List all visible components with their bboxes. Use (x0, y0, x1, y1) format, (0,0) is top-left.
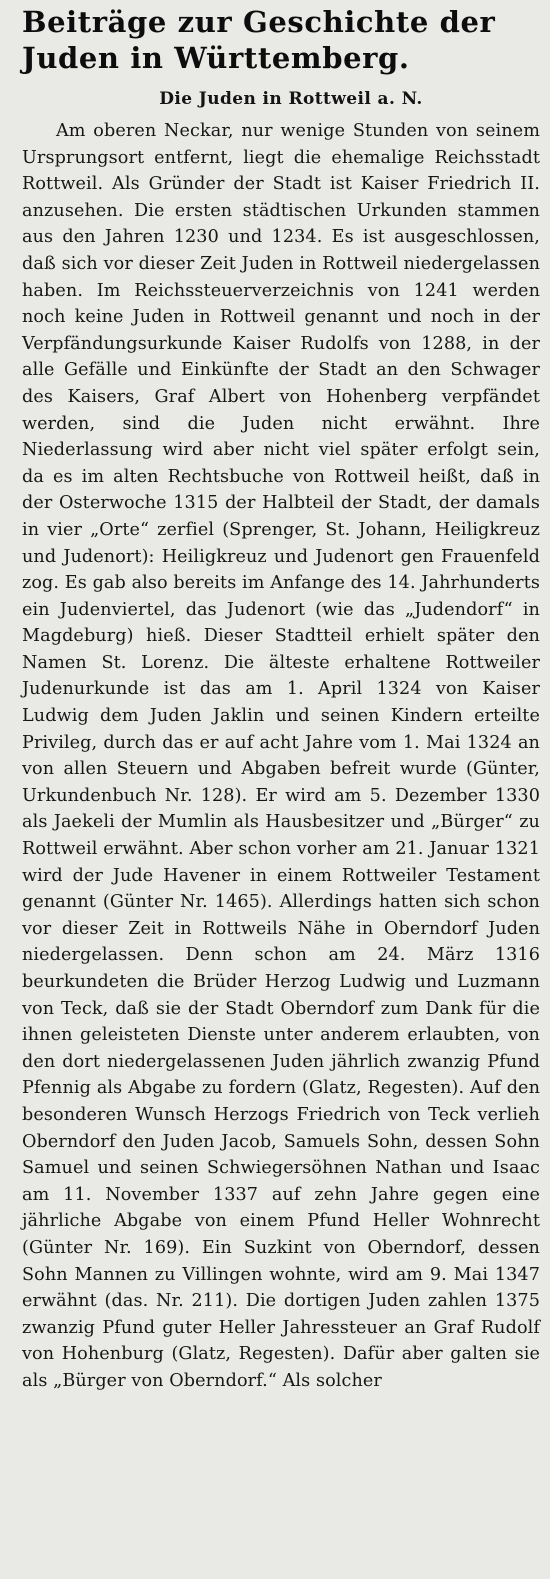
article-body: Am oberen Neckar, nur wenige Stunden von seinem Ursprungsort entfernt, liegt die ehemalige Reichsstadt Rottweil. Als Gründer der Stadt ist Kaiser Friedrich II. anzusehen. Die ersten städtischen Urkunden stammen aus den Jahren 1230 und 1234. Es ist ausgeschlossen, daß sich vor dieser Zeit Juden in Rottweil niedergelassen haben. Im Reichssteuerverzeichnis von 1241 werden noch keine Juden in Rottweil genannt und noch in der Verpfändungsurkunde Kaiser Rudolfs von 1288, in der alle Gefälle und Einkünfte der Stadt an den Schwager des Kaisers, Graf Albert von Hohenberg verpfändet werden, sind die Juden nicht erwähnt. Ihre Niederlassung wird aber nicht viel später erfolgt sein, da es im alten Rechtsbuche von Rottweil heißt, daß in der Osterwoche 1315 der Halbteil der Stadt, der damals in vier „Orte“ zerfiel (Sprenger, St. Johann, Heiligkreuz und Judenort): Heiligkreuz und Judenort gen Frauenfeld zog. Es gab also bereits im Anfange des 14. Jahrhunderts ein Judenviertel, das Judenort (wie das „Judendorf“ in Magdeburg) hieß. Dieser Stadtteil erhielt später den Namen St. Lorenz. Die älteste erhaltene Rottweiler Judenurkunde ist das am 1. April 1324 von Kaiser Ludwig dem Juden Jaklin und seinen Kindern erteilte Privileg, durch das er auf acht Jahre vom 1. Mai 1324 an von allen Steuern und Abgaben befreit wurde (Günter, Urkundenbuch Nr. 128). Er wird am 5. Dezember 1330 als Jaekeli der Mumlin als Hausbesitzer und „Bürger“ zu Rottweil erwähnt. Aber schon vorher am 21. Januar 1321 wird der Jude Havener in einem Rottweiler Testament genannt (Günter Nr. 1465). Allerdings hatten sich schon vor dieser Zeit in Rottweils Nähe in Oberndorf Juden niedergelassen. Denn schon am 24. März 1316 beurkundeten die Brüder Herzog Ludwig und Luzmann von Teck, daß sie der Stadt Oberndorf zum Dank für die ihnen geleisteten Dienste unter anderem erlaubten, von den dort niedergelassenen Juden jährlich zwanzig Pfund Pfennig als Abgabe zu fordern (Glatz, Regesten). Auf den besonderen Wunsch Herzogs Friedrich von Teck verlieh Oberndorf den Juden Jacob, Samuels Sohn, dessen Sohn Samuel und seinen Schwiegersöhnen Nathan und Isaac am 11. November 1337 auf zehn Jahre gegen eine jährliche Abgabe von einem Pfund Heller Wohnrecht (Günter Nr. 169). Ein Suzkint von Oberndorf, dessen Sohn Mannen zu Villingen wohnte, wird am 9. Mai 1347 erwähnt (das. Nr. 211). Die dortigen Juden zahlen 1375 zwanzig Pfund guter Heller Jahressteuer an Graf Rudolf von Hohenburg (Glatz, Regesten). Dafür aber galten sie als „Bürger von Oberndorf.“ Als solcher (22, 121, 540, 1391)
article-subtitle: Die Juden in Rottweil a. N. (159, 89, 423, 109)
article-title: Beiträge zur Geschichte der Juden in Württemberg. (22, 5, 496, 75)
